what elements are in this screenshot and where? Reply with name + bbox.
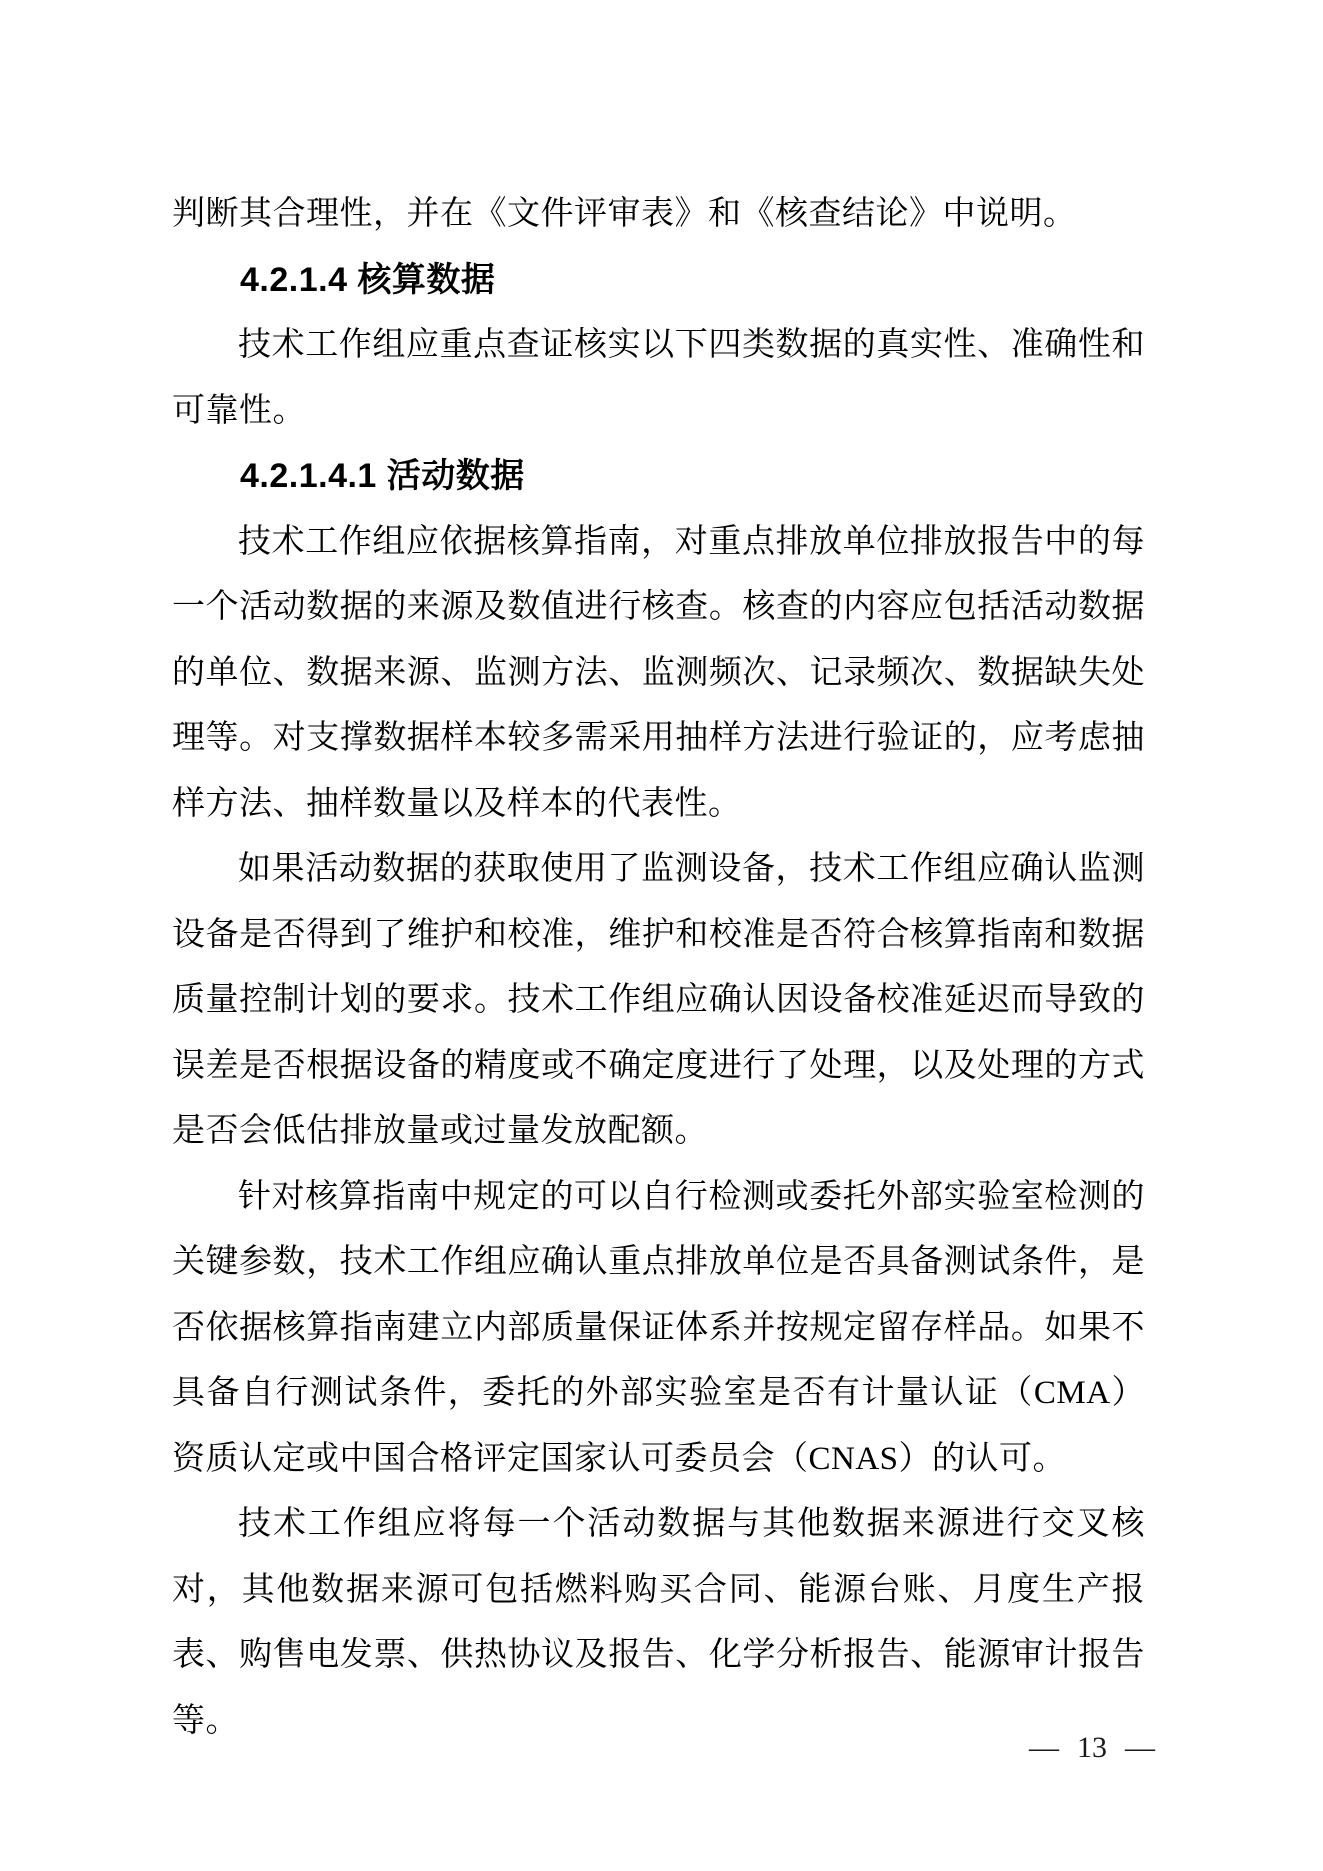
document-body [172, 182, 1145, 1754]
paragraph: 判断其合理性，并在《文件评审表》和《核查结论》中说明。 [172, 196, 1077, 232]
paragraph: 技术工作组应将每一个活动数据与其他数据来源进行交叉核对，其他数据来源可包括燃料购买合同、能源台账、月度生产报表、购售电发票、供热协议及报告、化学分析报告、能源审计报告等。 [172, 1506, 1145, 1739]
paragraph: 针对核算指南中规定的可以自行检测或委托外部实验室检测的关键参数，技术工作组应确认重点排放单位是否具备测试条件，是否依据核算指南建立内部质量保证体系并按规定留存样品。如果不具备自行测试条件，委托的外部实验室是否有计量认证（CMA）资质认定或中国合格评定国家认可委员会（CNAS）的认可。 [172, 1178, 1145, 1477]
paragraph: 如果活动数据的获取使用了监测设备，技术工作组应确认监测设备是否得到了维护和校准，维护和校准是否符合核算指南和数据质量控制计划的要求。技术工作组应确认因设备校准延迟而导致的误差是否根据设备的精度或不确定度进行了处理，以及处理的方式是否会低估排放量或过量发放配额。 [172, 851, 1145, 1149]
footer-dash-right: — [1125, 1731, 1155, 1764]
section-heading-activity-data: 4.2.1.4.1 活动数据 [240, 457, 525, 495]
section-heading-accounting-data: 4.2.1.4 核算数据 [240, 260, 496, 299]
paragraph: 技术工作组应重点查证核实以下四类数据的真实性、准确性和可靠性。 [172, 327, 1145, 429]
paragraph: 技术工作组应依据核算指南，对重点排放单位排放报告中的每一个活动数据的来源及数值进行核查。核查的内容应包括活动数据的单位、数据来源、监测方法、监测频次、记录频次、数据缺失处理等。对支撑数据样本较多需采用抽样方法进行验证的，应考虑抽样方法、抽样数量以及样本的代表性。 [172, 523, 1145, 822]
page-footer [1029, 1730, 1155, 1766]
page-number: 13 [1077, 1731, 1107, 1764]
footer-dash-left: — [1029, 1731, 1059, 1764]
